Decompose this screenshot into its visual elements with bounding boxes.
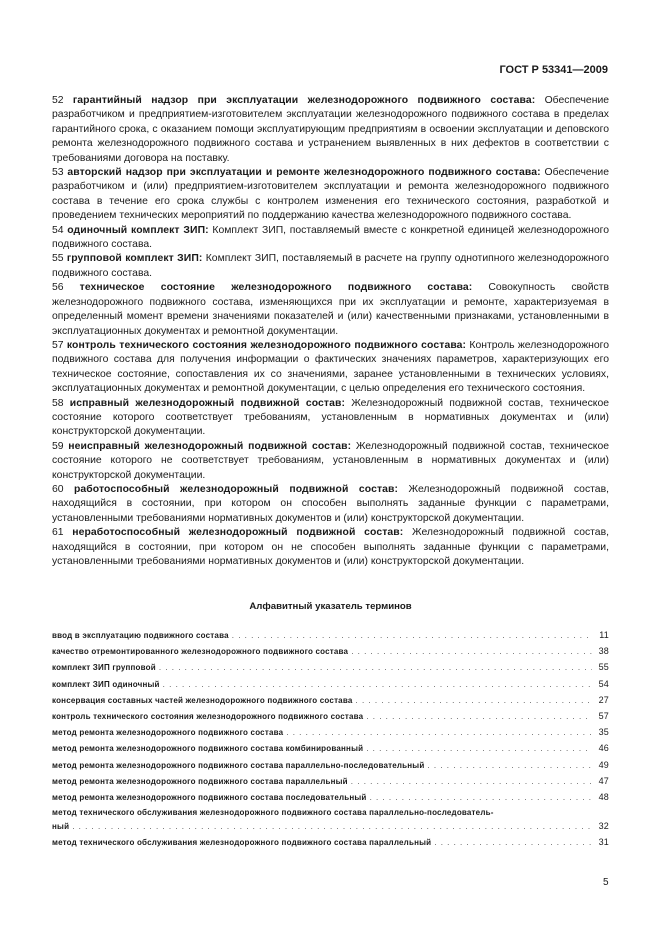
term-definition bbox=[52, 281, 609, 339]
term-name: одиночный комплект ЗИП: bbox=[67, 224, 209, 236]
term-definition bbox=[52, 526, 609, 569]
dot-leader bbox=[366, 744, 592, 753]
index-entry-line bbox=[52, 808, 609, 821]
alphabetical-index bbox=[52, 630, 609, 853]
index-entry bbox=[52, 711, 609, 727]
term-definition bbox=[52, 224, 609, 253]
index-page-ref: 57 bbox=[598, 710, 609, 721]
index-entry bbox=[52, 837, 609, 853]
term-definition bbox=[52, 166, 609, 224]
index-entry bbox=[52, 792, 609, 808]
dot-leader bbox=[356, 696, 593, 705]
index-term: метод технического обслуживания железнодорожного подвижного состава параллельно-последователь- bbox=[52, 808, 494, 818]
term-name: контроль технического состояния железнодорожного подвижного состава: bbox=[66, 339, 467, 351]
term-definition bbox=[52, 397, 609, 440]
index-page-ref: 46 bbox=[598, 743, 609, 754]
index-term: метод ремонта железнодорожного подвижного состава bbox=[52, 728, 284, 738]
index-entry bbox=[52, 743, 609, 759]
dot-leader bbox=[434, 838, 592, 847]
dot-leader bbox=[366, 712, 592, 721]
dot-leader bbox=[351, 777, 592, 786]
index-entry bbox=[52, 760, 609, 776]
index-page-ref: 31 bbox=[598, 837, 609, 848]
index-entry bbox=[52, 662, 609, 678]
term-definition bbox=[52, 94, 609, 166]
term-name: неработоспособный железнодорожный подвижной состав: bbox=[72, 527, 404, 539]
index-term: контроль технического состояния железнодорожного подвижного состава bbox=[52, 711, 364, 721]
index-page-ref: 49 bbox=[598, 759, 609, 770]
term-number: 61 bbox=[52, 527, 64, 539]
term-text: Железнодорожный подвижной состав, техническое состояние которого соответствует требованиям, установленным в нормативных документах и (или) конструкторской документации. bbox=[52, 397, 610, 438]
index-page-ref: 35 bbox=[598, 727, 609, 738]
dot-leader bbox=[159, 663, 592, 672]
dot-leader bbox=[72, 822, 592, 831]
term-text: Железнодорожный подвижной состав, находящийся в состоянии, при котором он не способен выполнять заданные функции с параметрами, установленными требованиями нормативных документов и (или) конструкторской документации. bbox=[52, 527, 609, 567]
index-title: Алфавитный указатель терминов bbox=[249, 601, 412, 612]
index-page-ref: 48 bbox=[598, 791, 609, 802]
index-term: комплект ЗИП одиночный bbox=[52, 679, 160, 689]
terms-section bbox=[52, 94, 609, 569]
term-number: 52 bbox=[52, 95, 64, 106]
term-number: 59 bbox=[52, 440, 64, 452]
index-entry bbox=[52, 679, 609, 695]
term-text: Комплект ЗИП, поставляемый в расчете на группу однотипного железнодорожного подвижного состава. bbox=[52, 253, 609, 279]
index-page-ref: 38 bbox=[598, 646, 609, 657]
document-id-header: ГОСТ Р 53341—2009 bbox=[499, 64, 608, 76]
index-page-ref: 32 bbox=[598, 821, 609, 832]
term-name: работоспособный железнодорожный подвижной состав: bbox=[73, 483, 399, 495]
index-term: метод ремонта железнодорожного подвижного состава параллельный bbox=[52, 776, 348, 786]
index-page-ref: 55 bbox=[598, 662, 609, 673]
index-page-ref: 54 bbox=[598, 678, 609, 689]
index-entry bbox=[52, 695, 609, 711]
dot-leader bbox=[370, 793, 592, 802]
term-name: групповой комплект ЗИП: bbox=[66, 253, 203, 265]
term-definition bbox=[52, 440, 609, 483]
index-page-ref: 47 bbox=[598, 775, 609, 786]
index-term: ный bbox=[52, 822, 70, 832]
term-definition bbox=[52, 252, 609, 281]
index-term: метод технического обслуживания железнодорожного подвижного состава параллельный bbox=[52, 838, 432, 848]
index-entry bbox=[52, 776, 609, 792]
index-term: консервация составных частей железнодорожного подвижного состава bbox=[52, 695, 353, 705]
term-definition bbox=[52, 339, 609, 397]
term-number: 58 bbox=[52, 397, 64, 409]
term-name: авторский надзор при эксплуатации и ремонте железнодорожного подвижного состава: bbox=[67, 167, 541, 179]
term-text: Железнодорожный подвижной состав, техническое состояние которого не соответствует требованиям, установленным в нормативных документах и (или) конструкторской документации. bbox=[52, 440, 610, 481]
term-number: 56 bbox=[52, 282, 64, 294]
index-term: метод ремонта железнодорожного подвижного состава параллельно-последовательный bbox=[52, 760, 425, 770]
dot-leader bbox=[427, 761, 592, 770]
term-text: Обеспечение разработчиком и (или) предприятием-изготовителем эксплуатации и ремонта железнодорожного подвижного состава в течение его срока службы с контролем изменения его технического состояния, разработкой и проведением технических мероприятий по поддержанию качества железнодорожного подвижного состава. bbox=[52, 167, 609, 222]
term-name: техническое состояние железнодорожного подвижного состава: bbox=[79, 282, 473, 294]
index-entry bbox=[52, 821, 609, 837]
term-definition bbox=[52, 483, 609, 526]
index-entry bbox=[52, 727, 609, 743]
index-term: метод ремонта железнодорожного подвижного состава комбинированный bbox=[52, 744, 364, 754]
index-page-ref: 27 bbox=[598, 694, 609, 705]
index-term: качество отремонтированного железнодорожного подвижного состава bbox=[52, 647, 349, 657]
term-text: Совокупность свойств железнодорожного подвижного состава, изменяющихся при их эксплуатации и ремонте, характеризуемая в определенный момент времени значениями показателей и (или) качественными признаками, установленными в эксплуатационных документах и ремонтной документации. bbox=[52, 282, 609, 337]
index-term: метод ремонта железнодорожного подвижного состава последовательный bbox=[52, 792, 367, 802]
term-text: Комплект ЗИП, поставляемый вместе с конкретной единицей железнодорожного подвижного состава. bbox=[52, 224, 609, 251]
term-number: 53 bbox=[52, 167, 64, 179]
term-number: 54 bbox=[52, 224, 64, 236]
index-page-ref: 11 bbox=[599, 630, 609, 640]
dot-leader bbox=[163, 680, 592, 689]
term-number: 55 bbox=[52, 253, 64, 265]
page-number: 5 bbox=[603, 877, 609, 888]
dot-leader bbox=[286, 728, 592, 737]
dot-leader bbox=[232, 631, 592, 640]
term-text: Контроль железнодорожного подвижного состава для получения информации о фактических значениях параметров, характеризующих его техническое состояние, сопоставления их со значениями, заранее установленными в технических условиях, эксплуатационных документах и ремонтной документации, с целью определения его технического состояния. bbox=[52, 339, 609, 395]
term-name: исправный железнодорожный подвижной состав: bbox=[69, 397, 346, 409]
index-entry bbox=[52, 630, 609, 646]
term-name: гарантийный надзор при эксплуатации железнодорожного подвижного состава: bbox=[72, 95, 536, 106]
term-number: 57 bbox=[52, 339, 64, 351]
term-number: 60 bbox=[52, 483, 64, 495]
dot-leader bbox=[351, 647, 592, 656]
term-text: Железнодорожный подвижной состав, находящийся в состоянии, при котором он способен выполнять заданные функции с параметрами, установленными требованиями нормативных документов и (или) конструкторской документации. bbox=[52, 483, 609, 524]
index-term: ввод в эксплуатацию подвижного состава bbox=[52, 631, 229, 640]
term-name: неисправный железнодорожный подвижной состав: bbox=[68, 440, 352, 452]
index-term: комплект ЗИП групповой bbox=[52, 663, 156, 673]
term-text: Обеспечение разработчиком и предприятием-изготовителем эксплуатации железнодорожного подвижного состава в пределах гарантийного срока, с оказанием помощи эксплуатирующим предприятиям в освоении эксплуатации и деповского ремонта железнодорожного подвижного состава и устранением выявленных в них дефектов в соответствии с требованиями договора на поставку. bbox=[52, 95, 610, 164]
index-entry bbox=[52, 646, 609, 662]
